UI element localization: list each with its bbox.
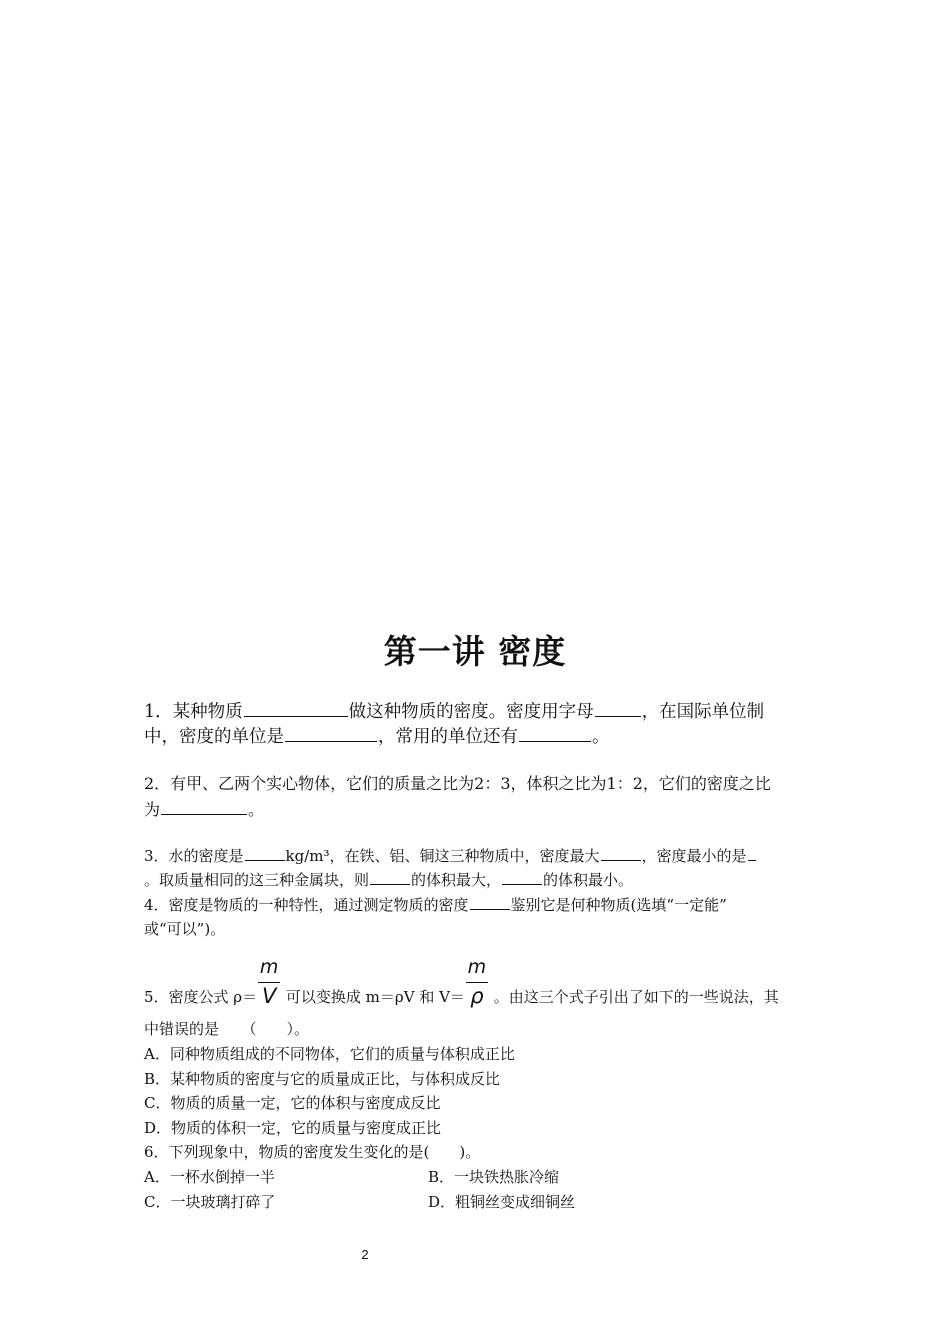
fraction-m-over-v: $\frac{m}{V}$: [259, 956, 279, 1008]
question-3-line-2: 。取质量相同的这三种金属块，则 的体积最大， 的体积最小。: [144, 871, 634, 889]
blank[interactable]: [748, 845, 756, 861]
blank[interactable]: [601, 845, 641, 861]
question-6-option-c: C．一块玻璃打碎了: [144, 1193, 276, 1211]
question-6-option-d: D．粗铜丝变成细铜丝: [428, 1193, 576, 1211]
question-2-line-2: 为 。: [144, 800, 265, 819]
blank[interactable]: [595, 699, 641, 718]
blank[interactable]: [161, 798, 247, 815]
blank[interactable]: [245, 845, 285, 861]
blank[interactable]: [285, 724, 377, 743]
question-6-row-1: [144, 1166, 560, 1187]
question-6-row-2: [144, 1191, 576, 1212]
question-1-line-1: 1．某种物质 做这种物质的密度。密度用字母 ，在国际单位制: [144, 698, 764, 723]
blank[interactable]: [502, 869, 542, 885]
question-6-option-a: A．一杯水倒掉一半: [144, 1168, 275, 1186]
question-5-line-1: 5．密度公式 ρ＝ $\frac{m}{V}$ 可以变换成 m＝ρV 和 V＝ $\frac{m}{\rho}$ 。由这三个式子引出了如下的一些说法，其: [144, 956, 779, 1008]
question-2-line-1: 2．有甲、乙两个实心物体，它们的质量之比为2：3，体积之比为1：2，它们的密度之比: [144, 774, 771, 793]
page-number: 2: [361, 1247, 369, 1262]
fraction-m-over-rho: $\frac{m}{\rho}$: [467, 956, 487, 1008]
question-4-line-2: 或“可以”)。: [144, 920, 226, 938]
blank[interactable]: [470, 894, 510, 910]
question-5-option-d: D．物质的体积一定，它的质量与密度成正比: [144, 1119, 442, 1137]
question-5-line-2: 中错误的是 （ ）。: [144, 1020, 310, 1038]
question-1-line-2: 中，密度的单位是 ，常用的单位还有 。: [144, 723, 610, 748]
question-6-stem: 6．下列现象中，物质的密度发生变化的是( )。: [144, 1143, 481, 1161]
question-5-option-c: C．物质的质量一定，它的体积与密度成反比: [144, 1094, 441, 1112]
question-3-line-1: 3．水的密度是 kg/m³，在铁、铝、铜这三种物质中，密度最大 ，密度最小的是: [144, 845, 757, 866]
blank[interactable]: [519, 724, 591, 743]
blank[interactable]: [370, 869, 410, 885]
question-4-line-1: 4．密度是物质的一种特性，通过测定物质的密度 鉴别它是何种物质(选填“一定能”: [144, 896, 727, 914]
page-title: 第一讲 密度: [383, 632, 567, 671]
question-6-option-b: B．一块铁热胀冷缩: [428, 1168, 560, 1186]
blank[interactable]: [244, 699, 348, 718]
question-5-option-b: B．某种物质的密度与它的质量成正比，与体积成反比: [144, 1070, 501, 1088]
question-5-option-a: A．同种物质组成的不同物体，它们的质量与体积成正比: [144, 1045, 515, 1063]
